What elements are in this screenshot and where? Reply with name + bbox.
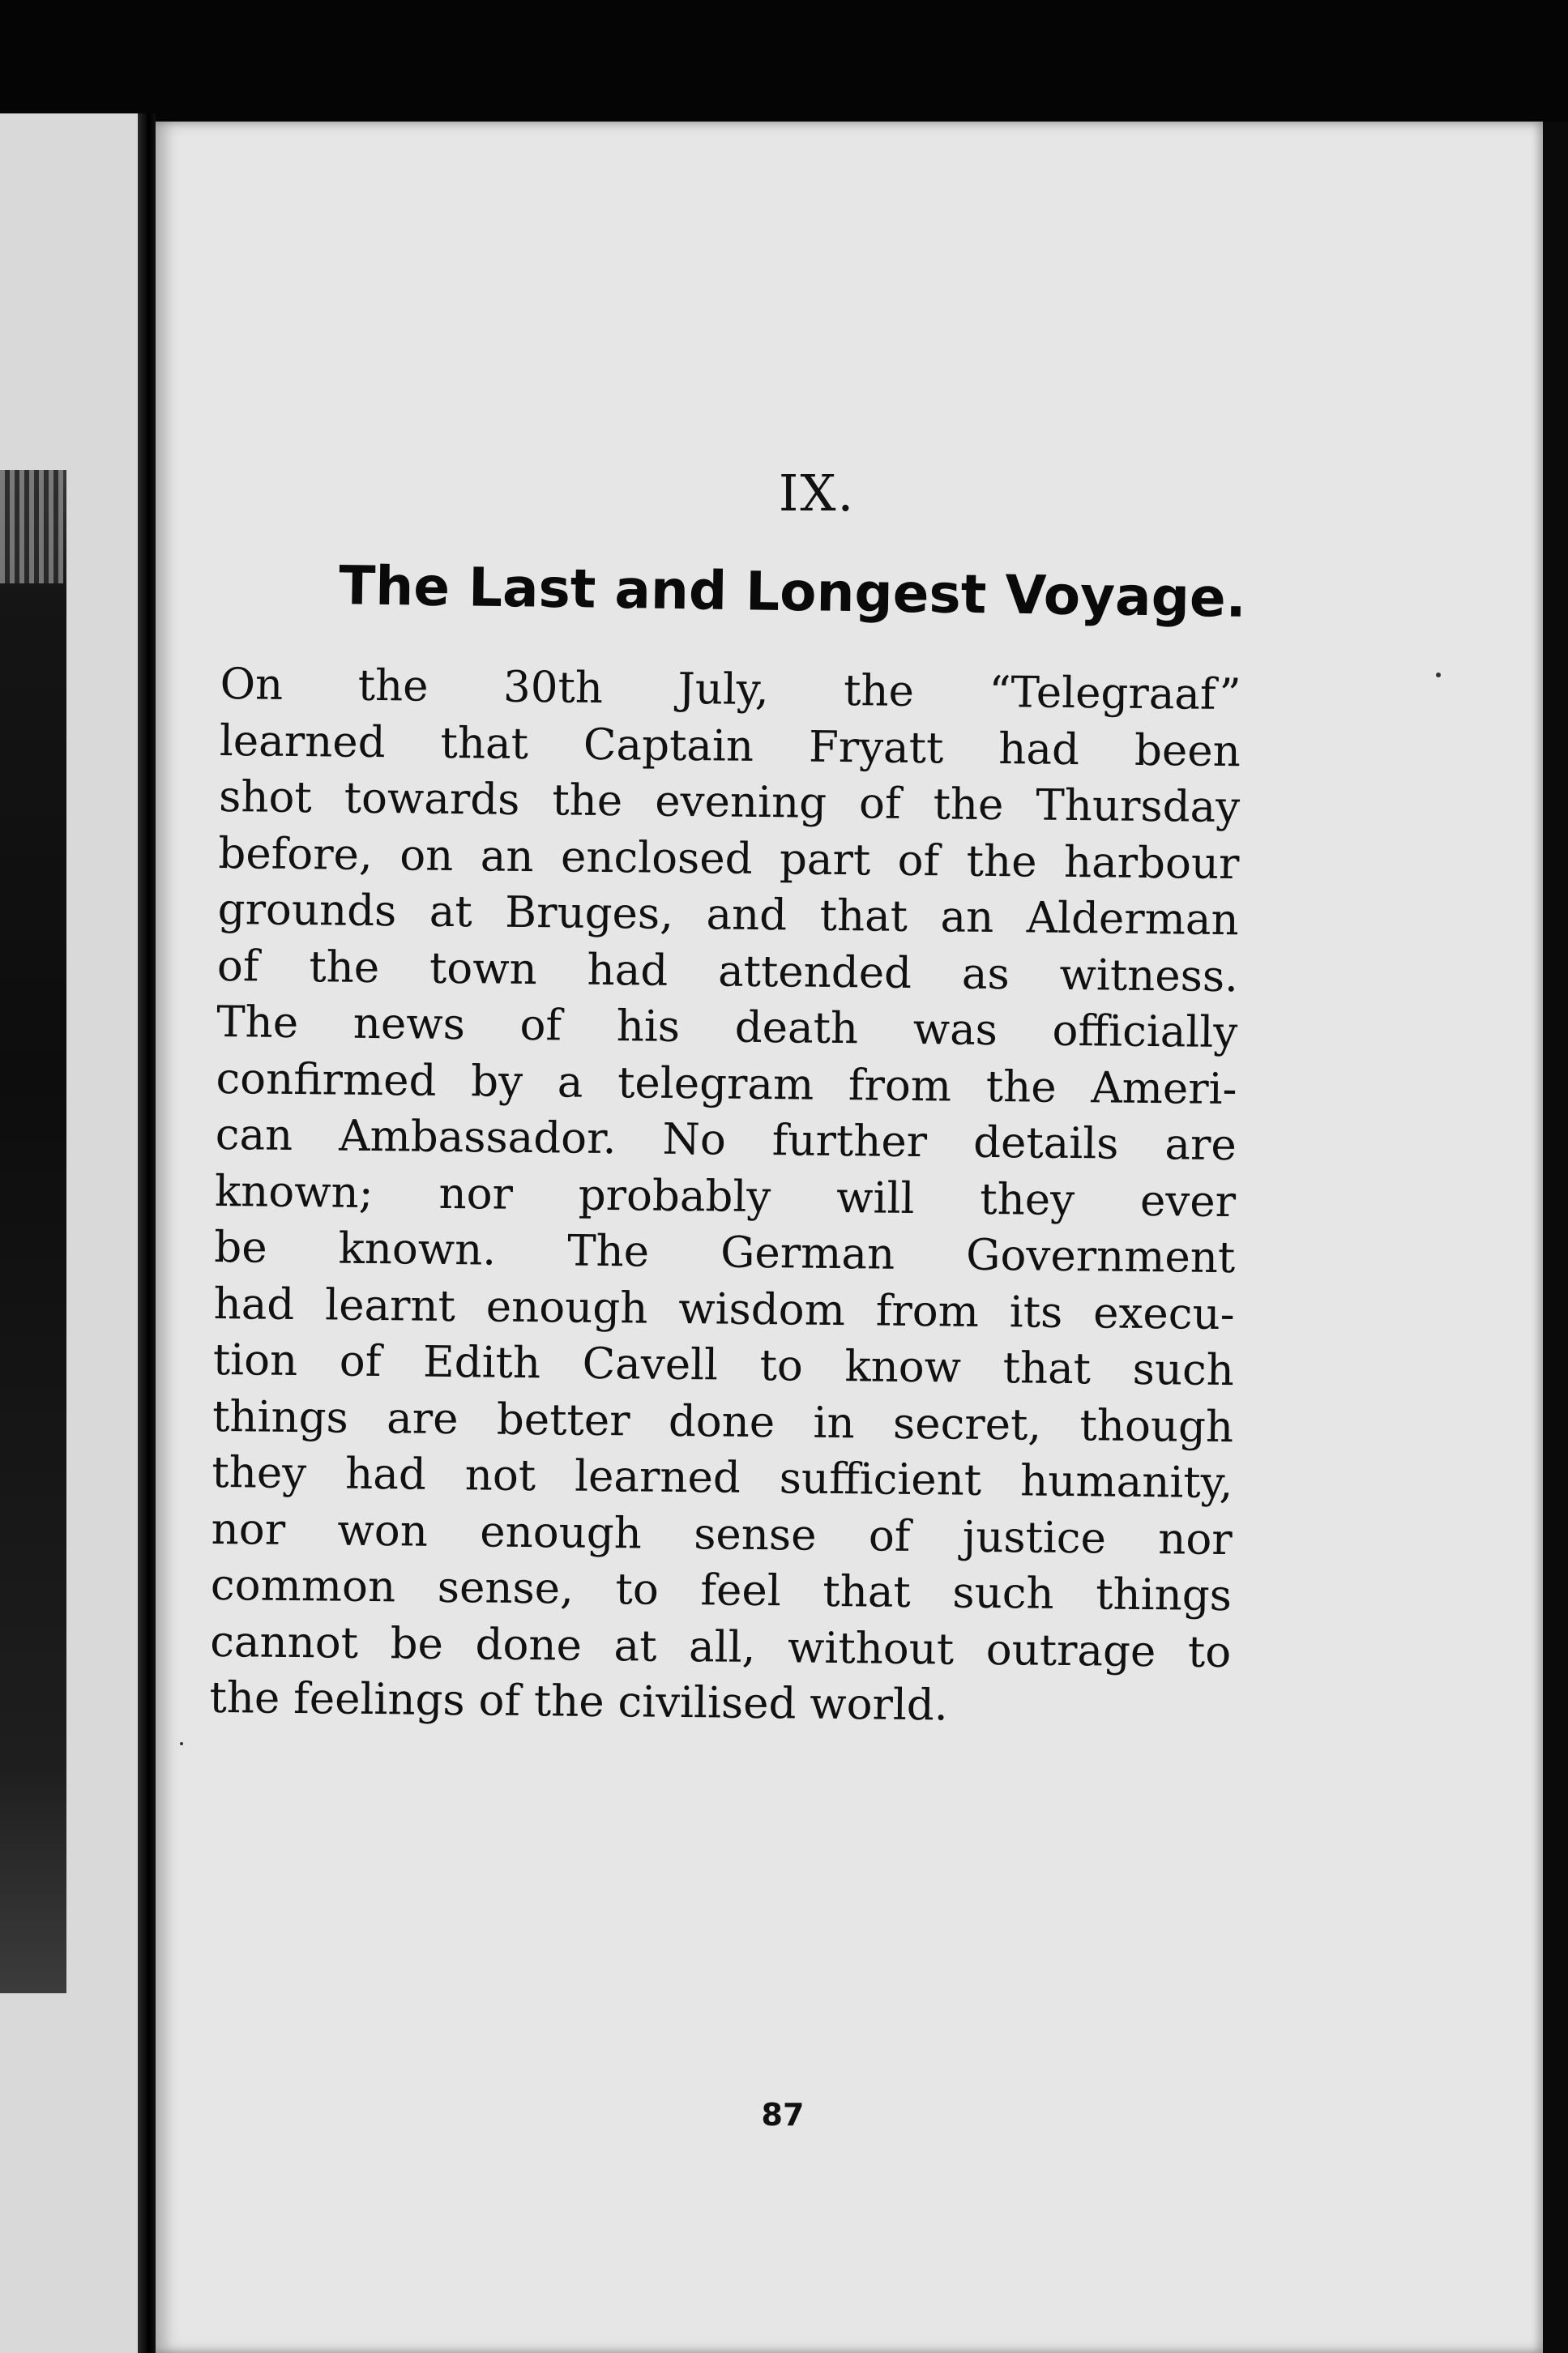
- body-line: known; nor probably will they ever: [214, 1166, 1237, 1227]
- scan-speck: [180, 1742, 183, 1745]
- body-line: cannot be done at all, without outrage to: [209, 1616, 1232, 1677]
- body-line: had learnt enough wisdom from its execu-: [213, 1279, 1235, 1339]
- page-number: 87: [761, 2097, 805, 2133]
- chapter-number: IX.: [778, 463, 856, 523]
- body-line: learned that Captain Fryatt had been: [219, 715, 1241, 776]
- body-line: can Ambassador. No further details are: [215, 1109, 1237, 1171]
- facing-page-edge: [0, 113, 138, 2353]
- body-line: nor won enough sense of justice nor: [211, 1504, 1233, 1565]
- body-line: before, on an enclosed part of the harbour: [218, 828, 1240, 889]
- body-line: shot towards the evening of the Thursday: [218, 771, 1241, 833]
- body-line: tion of Edith Cavell to know that such: [212, 1335, 1235, 1396]
- body-line: On the 30th July, the “Telegraaf”: [220, 659, 1241, 720]
- scan-speck: [1436, 673, 1441, 677]
- body-line: grounds at Bruges, and that an Alderman: [217, 884, 1239, 946]
- page-shadow-edge: [1543, 122, 1568, 2353]
- book-page: [156, 122, 1543, 2353]
- body-line: confirmed by a telegram from the Ameri-: [216, 1053, 1237, 1114]
- chapter-title: The Last and Longest Voyage.: [338, 554, 1247, 630]
- facing-page-plate-detail: [0, 470, 63, 583]
- facing-page-plate: [0, 470, 66, 1993]
- body-line: they had not learned sufficient humanity,: [211, 1447, 1233, 1509]
- body-line: The news of his death was officially: [216, 997, 1238, 1058]
- body-line: the feelings of the civilised world.: [209, 1672, 948, 1731]
- body-line: be known. The German Government: [214, 1222, 1236, 1283]
- body-paragraph: [209, 656, 1241, 1737]
- book-gutter: [138, 113, 156, 2353]
- body-line: of the town had attended as witness.: [216, 941, 1239, 1001]
- body-line: things are better done in secret, though: [211, 1391, 1234, 1452]
- body-line: common sense, to feel that such things: [210, 1560, 1233, 1621]
